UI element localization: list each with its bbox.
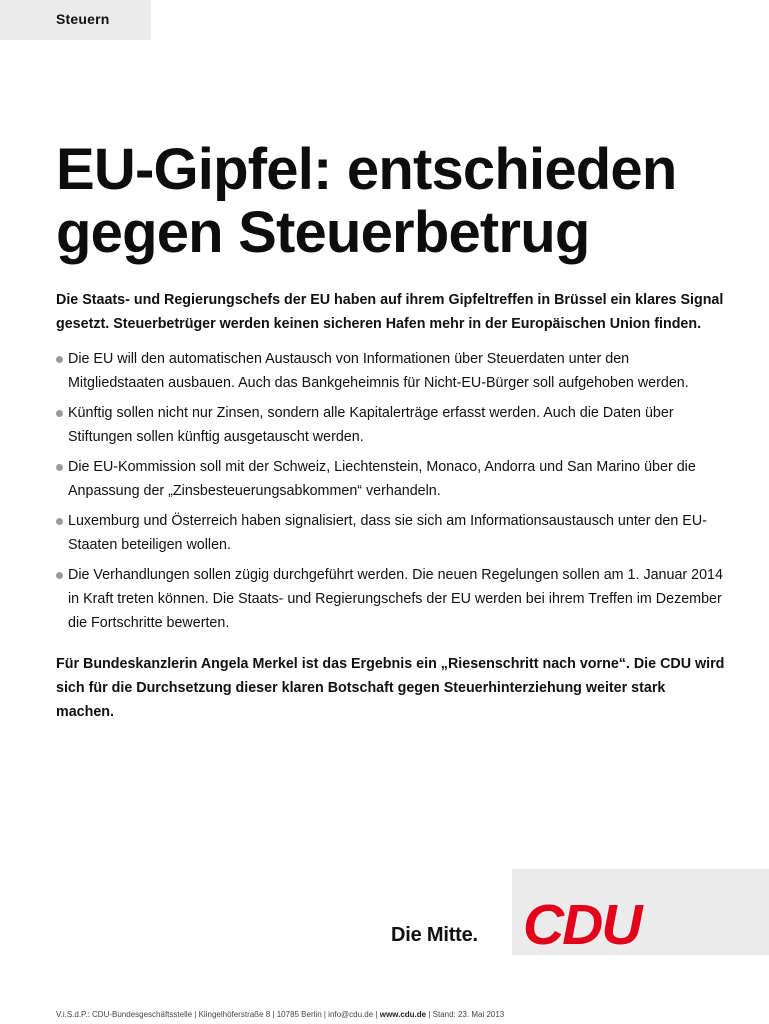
footer-stand: | Stand: 23. Mai 2013 xyxy=(426,1010,505,1019)
bullet-item xyxy=(56,509,726,557)
bullet-item xyxy=(56,563,726,635)
section-tag xyxy=(0,0,151,40)
footer-website-link[interactable]: www.cdu.de xyxy=(379,1010,427,1019)
section-tag-label: Steuern xyxy=(56,11,110,27)
bullet-dot-icon xyxy=(56,356,63,363)
bullet-item xyxy=(56,455,726,503)
intro-paragraph: Die Staats- und Regierungschefs der EU haben auf ihrem Gipfeltreffen in Brüssel ein klares Signal gesetzt. Steuerbetrüger werden keinen sicheren Hafen mehr in der Europäischen Union finden. xyxy=(56,292,724,332)
bullet-dot-icon xyxy=(56,572,63,579)
cdu-logo-text: CDU xyxy=(523,895,641,951)
bullet-text: Luxemburg und Österreich haben signalisiert, dass sie sich am Informationsaustausch unter den EU-Staaten beteiligen wollen. xyxy=(68,513,707,553)
bullet-dot-icon xyxy=(56,518,63,525)
cdu-logo xyxy=(520,895,670,951)
title-line-2: gegen Steuerbetrug xyxy=(56,200,590,265)
bullet-item xyxy=(56,401,726,449)
title-line-1: EU-Gipfel: entschieden xyxy=(56,137,677,202)
closing-paragraph: Für Bundeskanzlerin Angela Merkel ist das Ergebnis ein „Riesenschritt nach vorne“. Die CDU wird sich für die Durchsetzung dieser klaren Botschaft gegen Steuerhinterziehung weiter stark machen. xyxy=(56,656,725,720)
footer-imprint xyxy=(56,1010,756,1019)
bullet-dot-icon xyxy=(56,410,63,417)
bullet-text: Die EU will den automatischen Austausch von Informationen über Steuerdaten unter den Mitgliedstaaten ausbauen. Auch das Bankgeheimnis für Nicht-EU-Bürger soll aufgehoben werden. xyxy=(68,351,689,391)
bullet-list xyxy=(56,347,726,641)
bullet-item xyxy=(56,347,726,395)
bullet-text: Die EU-Kommission soll mit der Schweiz, Liechtenstein, Monaco, Andorra und San Marino über die Anpassung der „Zinsbesteuerungsabkommen“ verhandeln. xyxy=(68,459,696,499)
brand-slogan: Die Mitte. xyxy=(391,924,478,946)
page-title xyxy=(56,138,746,264)
bullet-dot-icon xyxy=(56,464,63,471)
footer-visdp: V.i.S.d.P.: CDU-Bundesgeschäftsstelle | Klingelhöferstraße 8 | 10785 Berlin | info@cdu.de | xyxy=(56,1010,380,1019)
bullet-text: Die Verhandlungen sollen zügig durchgeführt werden. Die neuen Regelungen sollen am 1. Januar 2014 in Kraft treten können. Die Staats- und Regierungschefs der EU werden bei ihrem Treffen im Dezember die Fortschritte bewerten. xyxy=(68,567,723,631)
bullet-text: Künftig sollen nicht nur Zinsen, sondern alle Kapitalerträge erfasst werden. Auch die Daten über Stiftungen sollen künftig ausgetauscht werden. xyxy=(68,405,674,445)
